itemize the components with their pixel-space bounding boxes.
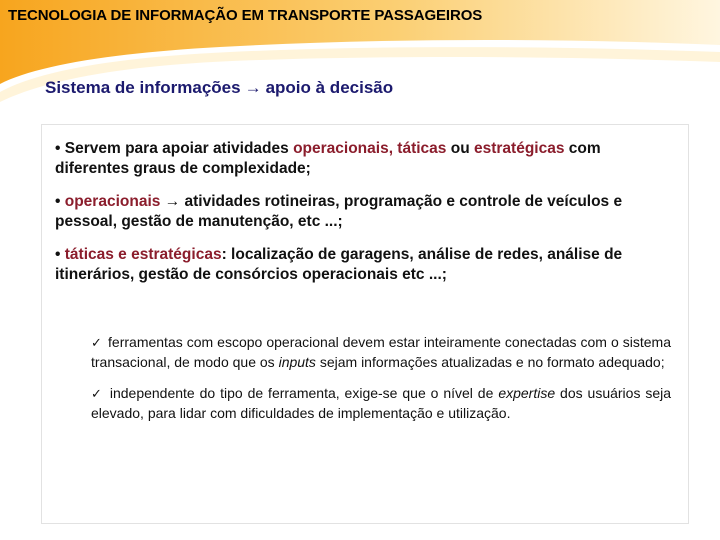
checkmark-icon: ✓	[91, 336, 103, 351]
bullet-marker: •	[55, 246, 61, 263]
italic-term-inputs: inputs	[278, 354, 316, 370]
highlight-taticas-estrategicas: táticas e estratégicas	[64, 246, 222, 263]
check-item-ferramentas	[91, 333, 671, 372]
bullet-marker: •	[55, 193, 61, 210]
highlight-operacionais-taticas: operacionais, táticas	[293, 140, 447, 157]
check-text: independente do tipo de ferramenta, exige-se que o nível de	[109, 385, 494, 401]
check-item-expertise	[91, 384, 671, 423]
bullet-text: com diferentes graus de complexidade;	[55, 140, 601, 177]
checkmark-icon: ✓	[91, 387, 103, 402]
bullet-list	[55, 139, 655, 298]
highlight-operacionais: operacionais	[64, 193, 161, 210]
highlight-estrategicas: estratégicas	[473, 140, 565, 157]
subtitle-right: apoio à decisão	[265, 78, 394, 97]
check-text: dos usuários seja elevado, para lidar com dificuldades de implementação e utilização.	[91, 385, 672, 421]
bullet-item-operacionais	[55, 192, 655, 232]
bullet-marker: •	[55, 140, 61, 157]
check-text: ferramentas com escopo operacional devem estar inteiramente conectadas com o sistema transacional, de modo que os	[91, 334, 671, 370]
section-subtitle	[45, 78, 393, 98]
check-text: sejam informações atualizadas e no formato adequado;	[319, 354, 665, 370]
bullet-text: Servem para apoiar atividades	[64, 140, 289, 157]
bullet-text: ou	[450, 140, 470, 157]
right-arrow-icon: →	[164, 193, 181, 210]
italic-term-expertise: expertise	[498, 385, 556, 401]
page-title: TECNOLOGIA DE INFORMAÇÃO EM TRANSPORTE PASSAGEIROS	[8, 7, 483, 24]
bullet-item-taticas	[55, 245, 655, 285]
right-arrow-icon: →	[244, 78, 262, 97]
subtitle-left: Sistema de informações	[45, 78, 241, 97]
bullet-text: atividades rotineiras, programação e controle de veículos e pessoal, gestão de manutenção, etc ...;	[55, 193, 623, 230]
checklist	[91, 333, 671, 435]
bullet-text: : localização de garagens, análise de redes, análise de itinerários, gestão de consórcios operacionais etc ...;	[55, 246, 623, 283]
bullet-item-purpose	[55, 139, 655, 179]
